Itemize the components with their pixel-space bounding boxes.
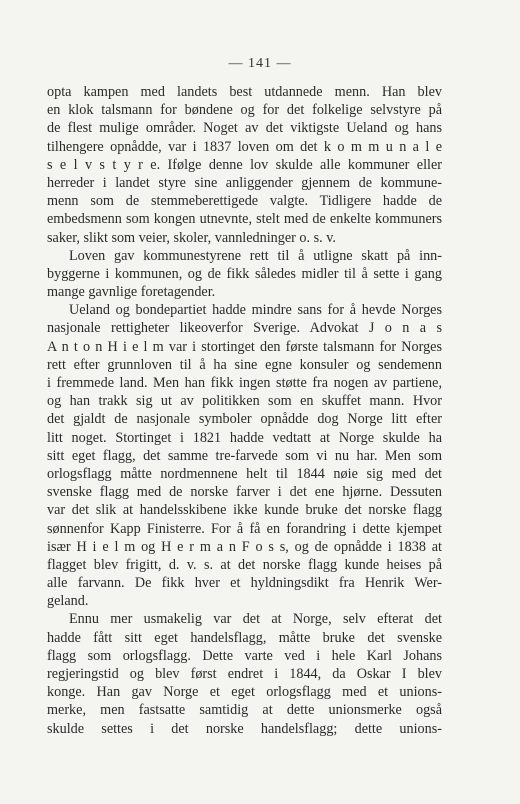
text-line: var det slik at handelsskibene ikke kunde bruke det norske flagg [47,502,442,519]
page-number: — 141 — [228,56,292,71]
text-line: litt noget. Stortinget i 1821 hadde vedtatt at Norge skulde ha [47,429,442,446]
text-line: orlogsflagg måtte nordmennene helt til 1844 nøie sig med det [47,465,442,482]
text-line: merke, men fastsatte samtidig at dette unionsmerke også [47,702,442,719]
text-line: saker, slikt som veier, skoler, vannledninger o. s. v. [47,229,336,246]
text-line: tilhengere opnådde, var i 1837 loven om det k o m m u n a l e [47,138,442,155]
text-line: opta kampen med landets best utdannede menn. Han blev [47,84,442,100]
text-line: herreder i landet styre sine anliggender gjennem de kommune- [47,174,442,191]
text-line: hadde fått sitt eget handelsflagg, måtte bruke det svenske [47,629,442,646]
text-line: skulde settes i det norske handelsflagg; dette unions- [47,720,442,737]
text-line: de flest mulige områder. Noget av det viktigste Ueland og hans [47,120,442,137]
text-line: A n t o n H i e l m var i stortinget den første talsmann for Norges [47,338,442,355]
text-line: Ueland og bondepartiet hadde mindre sans for å hevde Norges [69,302,442,319]
text-line: sitt eget flagg, det samme tre-farvede som vi nu har. Men som [47,447,442,464]
body-text [47,83,442,738]
text-line: flagg som orlogsflagg. Dette varte ved i hele Karl Johans [47,647,442,664]
text-line: konge. Han gav Norge et eget orlogsflagg med et unions- [47,684,442,701]
text-line: s e l v s t y r e. Ifølge denne lov skulde alle kommuner eller [47,156,442,173]
text-line: mange gavnlige foretagender. [47,284,216,301]
text-line: i fremmede land. Men han fikk ingen støtte fra nogen av partiene, [47,375,442,391]
text-line: og han trakk sig ut av politikken som en skuffet mann. Hvor [47,393,442,410]
text-line: embedsmenn som kongen utnevnte, stelt med de enkelte kommuners [47,211,442,228]
text-line: byggerne i kommunen, og de fikk således midler til å sette i gang [47,265,442,282]
text-line: det gjaldt de nasjonale symboler opnådde dog Norge litt efter [47,411,442,428]
text-line: nasjonale rettigheter likeoverfor Sverige. Advokat J o n a s [47,320,442,337]
text-line: Ennu mer usmakelig var det at Norge, selv efterat det [69,611,442,628]
text-line: flagget blev frigitt, d. v. s. at det norske flagg kunde heises på [47,556,442,573]
text-line: geland. [47,593,89,610]
text-line: rett efter grunnloven til å ha sine egne konsuler og sendemenn [47,356,442,373]
text-line: alle farvann. De fikk hver et hyldningsdikt fra Henrik Wer- [47,575,442,592]
text-line: svenske flagg med de norske farver i det ene hjørne. Dessuten [47,484,442,501]
text-line: regjeringstid og blev først endret i 1844, da Oskar I blev [47,666,442,682]
text-line: Loven gav kommunestyrene rett til å utligne skatt på inn- [69,247,442,264]
text-line: sønnenfor Kapp Finisterre. For å få en forandring i dette kjempet [47,520,442,537]
text-line: især H i e l m og H e r m a n F o s s, og de opnådde i 1838 at [47,538,442,555]
text-line: en klok talsmann for bøndene og for det folkelige selvstyre på [47,102,442,119]
text-line: menn som de stemmeberettigede valgte. Tidligere hadde de [47,193,442,210]
